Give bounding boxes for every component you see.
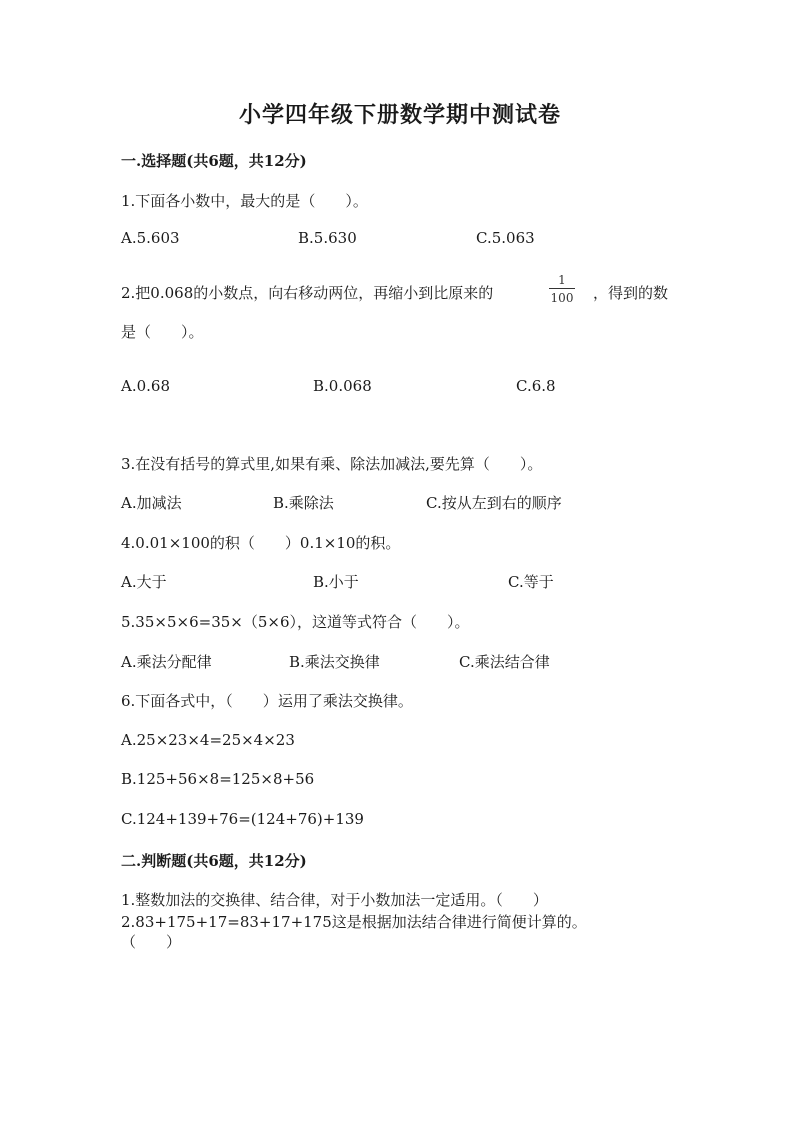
q3-option-c: C.按从左到右的顺序 (426, 494, 562, 512)
q5-option-b: B.乘法交换律 (289, 653, 380, 671)
q5-option-a: A.乘法分配律 (121, 653, 212, 671)
question-2-text-line2: 是（ ）。 (121, 323, 204, 341)
q3-option-b: B.乘除法 (273, 494, 334, 512)
q5-option-c: C.乘法结合律 (459, 653, 550, 671)
section-heading-choice: 一.选择题(共6题，共12分) (121, 152, 307, 170)
q1-option-b: B.5.630 (298, 229, 357, 247)
question-3: 3.在没有括号的算式里,如果有乘、除法加减法,要先算（ ）。 (121, 455, 543, 473)
fraction-one-hundredth (548, 274, 576, 304)
fraction-numerator: 1 (558, 273, 566, 287)
question-1: 1.下面各小数中，最大的是（ ）。 (121, 192, 368, 210)
q2-option-c: C.6.8 (516, 377, 556, 395)
question-2-text-after: ，得到的数 (593, 284, 669, 302)
q6-option-b: B.125+56×8=125×8+56 (121, 770, 315, 788)
tf-question-2: 2.83+175+17=83+17+175这是根据加法结合律进行简便计算的。 (121, 913, 587, 931)
q4-option-b: B.小于 (313, 573, 359, 591)
page-title: 小学四年级下册数学期中测试卷 (238, 102, 561, 128)
question-2-text: 2.把0.068的小数点，向右移动两位，再缩小到比原来的 (121, 284, 494, 302)
section-heading-true-false: 二.判断题(共6题，共12分) (121, 852, 307, 870)
q4-option-a: A.大于 (121, 573, 167, 591)
q6-option-c: C.124+139+76=(124+76)+139 (121, 810, 364, 828)
question-5: 5.35×5×6=35×（5×6），这道等式符合（ ）。 (121, 613, 470, 631)
q2-option-a: A.0.68 (121, 377, 170, 395)
tf-question-1: 1.整数加法的交换律、结合律，对于小数加法一定适用。（ ） (121, 891, 548, 909)
q6-option-a: A.25×23×4=25×4×23 (121, 731, 295, 749)
q1-option-c: C.5.063 (476, 229, 535, 247)
tf-question-2-line2: （ ） (121, 933, 182, 951)
question-6: 6.下面各式中，（ ）运用了乘法交换律。 (121, 692, 413, 710)
question-4: 4.0.01×100的积（ ）0.1×10的积。 (121, 534, 401, 552)
q2-option-b: B.0.068 (313, 377, 372, 395)
q4-option-c: C.等于 (508, 573, 554, 591)
q3-option-a: A.加减法 (121, 494, 182, 512)
fraction-denominator: 100 (550, 291, 574, 305)
q1-option-a: A.5.603 (121, 229, 180, 247)
